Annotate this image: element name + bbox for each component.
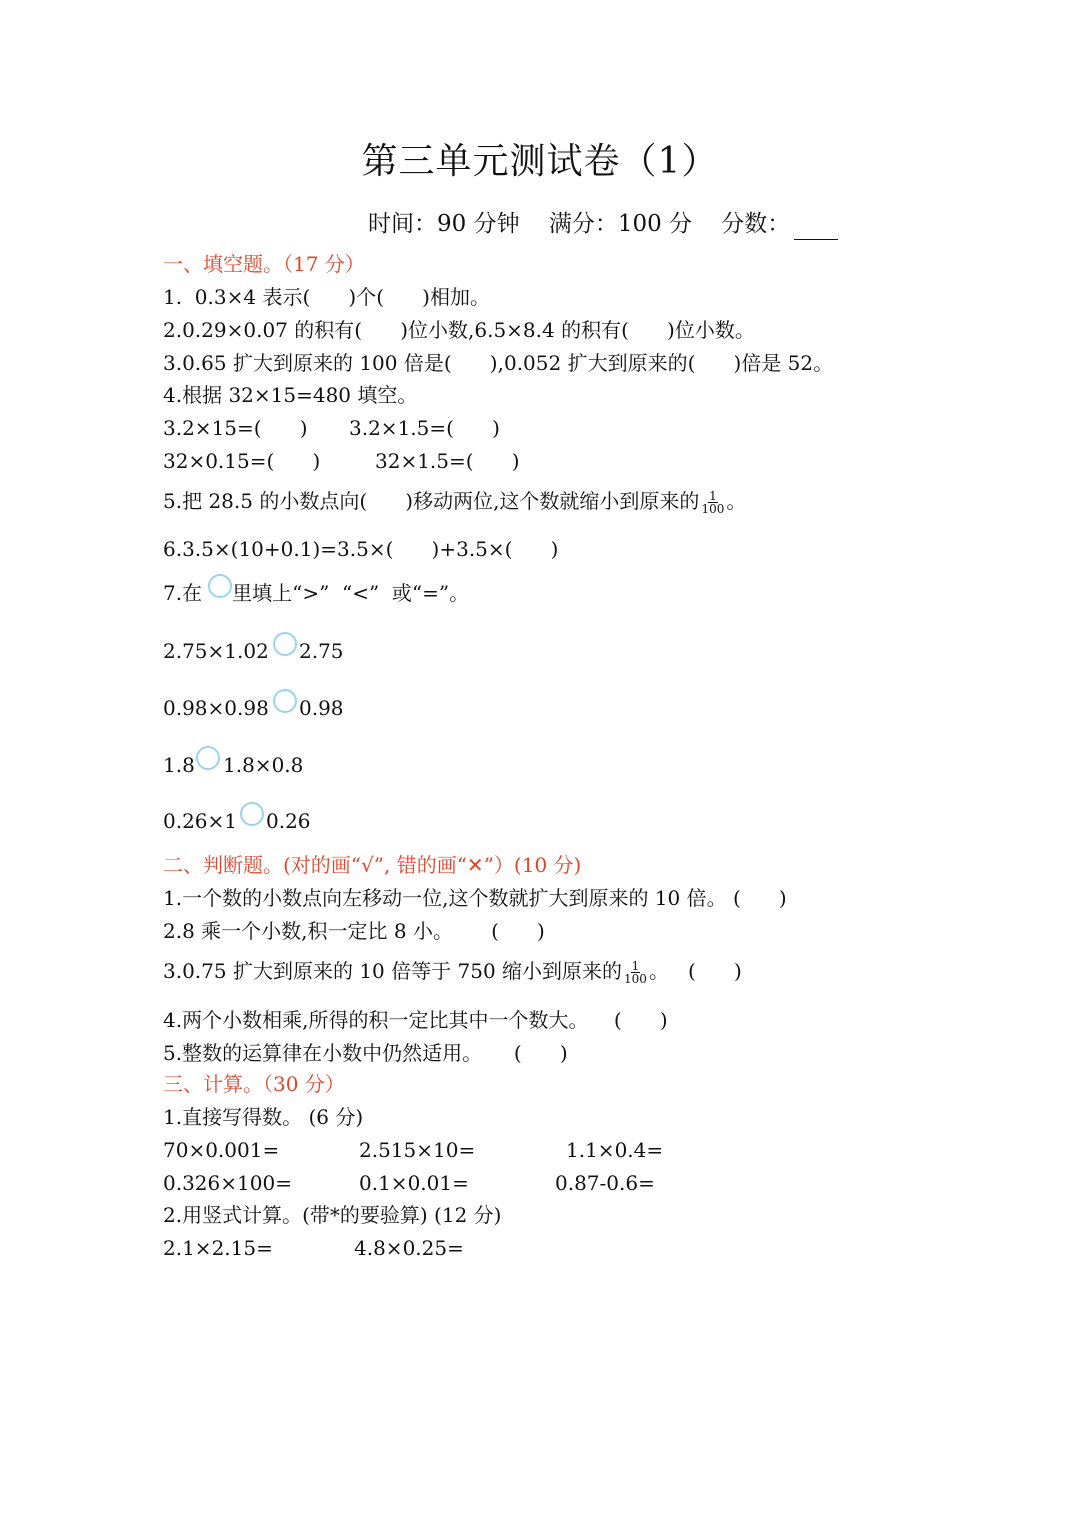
s1-q4-item-d: 32×1.5=( ) — [375, 449, 520, 473]
s1-compare-3-left: 1.8 — [163, 753, 195, 777]
s1-question-3: 3.0.65 扩大到原来的 100 倍是( ),0.052 扩大到原来的( )倍是 52。 — [163, 351, 834, 375]
s1-compare-4-right: 0.26 — [266, 809, 311, 833]
s2-question-5: 5.整数的运算律在小数中仍然适用。 ( ) — [163, 1041, 568, 1065]
s1-q4-item-c: 32×0.15=( ) — [163, 449, 321, 473]
s3-r2-c1: 0.326×100= — [163, 1171, 292, 1195]
s3-r1-c3: 1.1×0.4= — [566, 1138, 664, 1162]
section3-heading: 三、计算。（30 分） — [163, 1072, 345, 1096]
s1-question-5 — [163, 488, 746, 515]
s2-q3-text: 3.0.75 扩大到原来的 10 倍等于 750 缩小到原来的 — [163, 959, 623, 983]
s2-question-2: 2.8 乘一个小数,积一定比 8 小。 ( ) — [163, 919, 545, 943]
fraction-numerator: 1 — [631, 959, 640, 973]
s2-question-4: 4.两个小数相乘,所得的积一定比其中一个数大。 ( ) — [163, 1008, 668, 1032]
fraction-one-hundredth — [700, 490, 725, 515]
s3-question-2: 2.用竖式计算。(带*的要验算) (12 分) — [163, 1203, 502, 1227]
s1-question-2: 2.0.29×0.07 的积有( )位小数,6.5×8.4 的积有( )位小数。 — [163, 318, 755, 342]
s1-q7-a: 7.在 — [163, 581, 203, 605]
section1-heading: 一、填空题。（17 分） — [163, 252, 365, 276]
s1-compare-1-right: 2.75 — [299, 639, 344, 663]
s2-question-3 — [163, 958, 742, 985]
s1-compare-2-right: 0.98 — [299, 696, 344, 720]
s3-r1-c2: 2.515×10= — [359, 1138, 476, 1162]
s2-q3-end: 。 ( ) — [648, 959, 742, 983]
fraction-denominator: 100 — [701, 502, 725, 516]
compare-circle-3[interactable] — [196, 746, 220, 770]
s1-q4-item-b: 3.2×1.5=( ) — [349, 416, 500, 440]
s1-q4-item-a: 3.2×15=( ) — [163, 416, 308, 440]
full-score-label: 满分：100 分 — [548, 211, 693, 237]
s1-compare-3-right: 1.8×0.8 — [223, 753, 304, 777]
compare-circle-icon — [208, 574, 232, 598]
score-label: 分数： — [721, 211, 791, 237]
s3-r3-c2: 4.8×0.25= — [354, 1236, 464, 1260]
s3-question-1: 1.直接写得数。 (6 分) — [163, 1105, 364, 1129]
compare-circle-4[interactable] — [240, 802, 264, 826]
compare-circle-2[interactable] — [273, 689, 297, 713]
score-blank[interactable] — [794, 217, 838, 240]
compare-circle-1[interactable] — [273, 632, 297, 656]
s1-q5-text: 5.把 28.5 的小数点向( )移动两位,这个数就缩小到原来的 — [163, 489, 700, 513]
s3-r2-c3: 0.87-0.6= — [555, 1171, 655, 1195]
s1-compare-4-left: 0.26×1 — [163, 809, 238, 833]
time-label: 时间：90 分钟 — [368, 211, 520, 237]
fraction-numerator: 1 — [709, 489, 717, 503]
fraction-one-hundredth — [623, 960, 648, 985]
s1-q7-b: 里填上“>” “<” 或“=”。 — [232, 581, 470, 605]
s3-r1-c1: 70×0.001= — [163, 1138, 280, 1162]
s1-q5-end: 。 — [726, 489, 747, 513]
s1-question-4: 4.根据 32×15=480 填空。 — [163, 383, 418, 407]
s2-question-1: 1.一个数的小数点向左移动一位,这个数就扩大到原来的 10 倍。 ( ) — [163, 886, 787, 910]
s1-question-1: 1. 0.3×4 表示( )个( )相加。 — [163, 285, 490, 309]
s3-r3-c1: 2.1×2.15= — [163, 1236, 273, 1260]
section2-heading: 二、判断题。(对的画“√”, 错的画“✕”）(10 分) — [163, 853, 582, 877]
fraction-denominator: 100 — [624, 972, 647, 986]
s1-compare-1-left: 2.75×1.02 — [163, 639, 269, 663]
s1-compare-2-left: 0.98×0.98 — [163, 696, 269, 720]
page-title: 第三单元测试卷（1） — [361, 141, 719, 182]
exam-info — [368, 208, 838, 240]
s3-r2-c2: 0.1×0.01= — [359, 1171, 469, 1195]
s1-question-6: 6.3.5×(10+0.1)=3.5×( )+3.5×( ) — [163, 537, 559, 561]
